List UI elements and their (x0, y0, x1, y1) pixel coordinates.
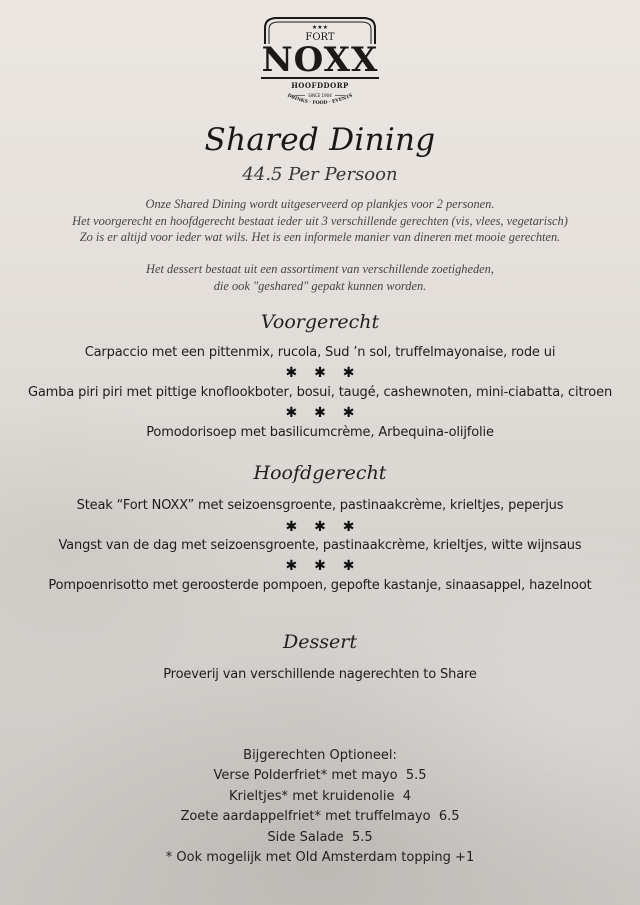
side-dish-price: 4 (402, 788, 412, 804)
asterisk-separator: ✱ ✱ ✱ (285, 558, 361, 574)
section-title-voorgerecht: Voorgerecht (260, 311, 380, 333)
side-dishes (0, 746, 640, 868)
asterisk-separator: ✱ ✱ ✱ (285, 405, 361, 421)
intro-line: Zo is er altijd voor ieder wat wils. Het is een informele manier van dineren met mooie gerechten. (79, 230, 561, 244)
intro-line: Het voorgerecht en hoofdgerecht bestaat ieder uit 3 verschillende gerechten (vis, vlees, vegetarisch) (72, 213, 568, 228)
footnote: * Ook mogelijk met Old Amsterdam topping +1 (165, 850, 475, 866)
intro-paragraph (0, 196, 640, 246)
side-dish-name: Side Salade (267, 829, 344, 845)
dish-item: Steak “Fort NOXX” met seizoensgroente, pastinaakcrème, krieltjes, peperjus (76, 498, 564, 513)
price-per-person: 44.5 Per Persoon (242, 164, 398, 185)
dish-item: Vangst van de dag met seizoensgroente, pastinaakcrème, krieltjes, witte wijnsaus (58, 538, 582, 553)
asterisk-separator: ✱ ✱ ✱ (285, 365, 361, 381)
side-dish-name: Krieltjes* met kruidenolie (228, 788, 395, 804)
dish-item: Pompoenrisotto met geroosterde pompoen, gepofte kastanje, sinaasappel, hazelnoot (48, 578, 592, 593)
dish-item: Gamba piri piri met pittige knoflookboter, bosui, taugé, cashewnoten, mini-ciabatta, citroen (27, 385, 613, 400)
side-dishes-heading: Bijgerechten Optioneel: (243, 748, 397, 763)
fort-noxx-logo (255, 14, 385, 106)
logo-hoofddorp: HOOFDDORP (291, 81, 349, 90)
intro-line: Onze Shared Dining wordt uitgeserveerd op plankjes voor 2 personen. (145, 197, 495, 211)
side-dish-price: 6.5 (438, 809, 460, 825)
dish-item: Pomodorisoep met basilicumcrème, Arbequina-olijfolie (146, 425, 494, 440)
logo-since: SINCE 1904 (308, 93, 332, 98)
asterisk-separator: ✱ ✱ ✱ (285, 519, 361, 535)
logo-tagline: DRINKS · FOOD · EVENTS (286, 93, 354, 106)
intro-line: die ook "geshared" gepakt kunnen worden. (213, 278, 427, 293)
side-dish-name: Zoete aardappelfriet* met truffelmayo (180, 809, 431, 825)
section-title-dessert: Dessert (283, 631, 357, 653)
section-title-hoofdgerecht: Hoofdgerecht (253, 462, 387, 484)
page-title: Shared Dining (204, 122, 436, 158)
side-dish-price: 5.5 (351, 829, 373, 845)
dish-item: Carpaccio met een pittenmix, rucola, Sud ’n sol, truffelmayonaise, rode ui (84, 345, 556, 360)
logo-fort: FORT (305, 32, 335, 43)
side-dish-price: 5.5 (405, 768, 427, 784)
side-dish-item (0, 828, 640, 848)
dish-item: Proeverij van verschillende nagerechten to Share (163, 667, 477, 682)
side-dish-name: Verse Polderfriet* met mayo (213, 768, 398, 784)
side-dish-item (0, 787, 640, 807)
intro-line: Het dessert bestaat uit een assortiment van verschillende zoetigheden, (146, 262, 494, 276)
logo-stars: ★★★ (311, 24, 329, 31)
dessert-intro-paragraph (0, 261, 640, 294)
logo-noxx: NOXX (261, 40, 379, 80)
side-dish-item (0, 807, 640, 827)
side-dish-item (0, 766, 640, 786)
